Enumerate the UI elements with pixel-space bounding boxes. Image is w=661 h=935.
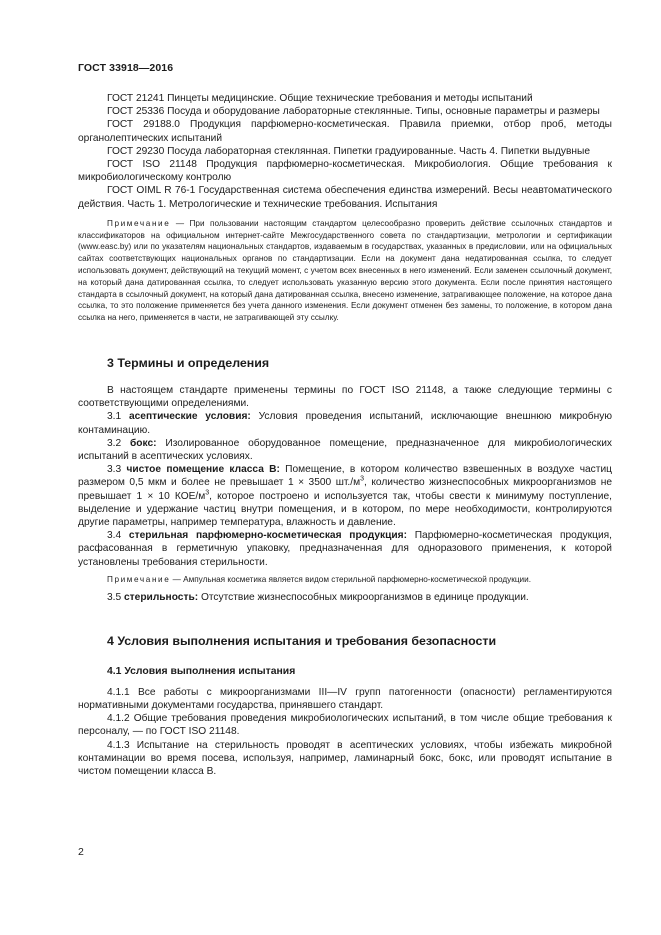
page-number: 2 <box>78 846 84 858</box>
note-label: Примечание <box>107 574 171 584</box>
term-definition: Помещение, в котором количество взвешенных в воздухе частиц размером 0,5 мкм и более не превышает 1 × 3500 шт./м <box>78 464 612 489</box>
term-3-3 <box>78 463 612 529</box>
reference-item: ГОСТ 29230 Посуда лабораторная стеклянная. Пипетки градуированные. Часть 4. Пипетки выдувные <box>107 145 591 157</box>
term-name: стерильная парфюмерно-косметическая продукция: <box>128 530 407 542</box>
term-number: 3.3 <box>107 464 122 476</box>
term-definition: , количество жизнеспособных микроорганизмов не превышает 1 × 10 КОЕ/м <box>78 477 612 502</box>
reference-item: ГОСТ 21241 Пинцеты медицинские. Общие технические требования и методы испытаний <box>107 93 533 104</box>
note-text: — При пользовании настоящим стандартом целесообразно проверить действие ссылочных стандартов и классификаторов на официальном интернет-сайте Межгосударственного совета по стандартизации, метрологии и сертификации (www.easc.by) или по указателям национальных стандартов, издаваемым в государствах, указанных в предисловии, или на официальных сайтах соответствующих национальных органов по стандартизации. Если на документ дана недатированная ссылка, то следует использовать документ, действующий на текущий момент, с учетом всех внесенных в него изменений. Если заменен ссылочный документ, на который дана датированная ссылка, то следует использовать указанную версию этого документа. Если после принятия настоящего стандарта в ссылочный документ, на который дана датированная ссылка, внесено изменение, затрагивающее положение, на которое дана ссылка, то это положение применяется без учета данного изменения. Если документ отменен без замены, то положение, в котором дана ссылка на него, применяется в части, не затрагивающей эту ссылку. <box>78 218 612 323</box>
reference-item: ГОСТ ISO 21148 Продукция парфюмерно-косметическая. Микробиология. Общие требования к микробиологическому контролю <box>78 159 612 184</box>
page-content <box>78 90 612 778</box>
section-3-title: 3 Термины и определения <box>107 356 270 370</box>
term-definition: Изолированное оборудованное помещение, предназначенное для микробиологических испытаний в асептических условиях. <box>78 437 612 463</box>
term-name: стерильность: <box>124 591 199 603</box>
term-definition: Условия проведения испытаний, исключающие внешнюю микробную контаминацию. <box>78 411 613 436</box>
normative-references-list <box>78 92 612 211</box>
note-label: Примечание <box>107 218 171 228</box>
paragraph-4-1-3: 4.1.3 Испытание на стерильность проводят в асептических условиях, чтобы избежать микробной контаминации во время посева, используя, например, ламинарный бокс, бокс, или проводят испытание в чистом помещении класса В. <box>78 739 612 778</box>
references-note <box>78 218 612 324</box>
term-note <box>78 574 612 586</box>
section-4-title: 4 Условия выполнения испытания и требования безопасности <box>107 633 497 648</box>
note-text: — Ампульная косметика является видом стерильной парфюмерно-косметической продукции. <box>170 574 531 584</box>
standard-code-header: ГОСТ 33918—2016 <box>78 62 174 74</box>
term-3-2 <box>78 437 612 463</box>
reference-item: ГОСТ 25336 Посуда и оборудование лабораторные стеклянные. Типы, основные параметры и размеры <box>107 106 600 118</box>
reference-item: ГОСТ 29188.0 Продукция парфюмерно-косметическая. Правила приемки, отбор проб, методы органолептических испытаний <box>78 119 612 144</box>
term-number: 3.1 <box>107 411 122 423</box>
term-definition: Парфюмерно-косметическая продукция, расфасованная в герметичную упаковку, предназначенная для одноразового применения, к которой установлены требования стерильности. <box>78 530 612 568</box>
term-number: 3.5 <box>107 591 122 603</box>
term-name: чистое помещение класса В: <box>126 464 280 476</box>
term-name: асептические условия: <box>128 411 251 423</box>
term-number: 3.2 <box>107 437 122 449</box>
term-definition: Отсутствие жизнеспособных микроорганизмов в единице продукции. <box>198 591 529 603</box>
term-3-4 <box>78 529 612 569</box>
superscript: 3 <box>360 476 364 484</box>
reference-item: ГОСТ OIML R 76-1 Государственная система обеспечения единства измерений. Весы неавтоматического действия. Часть 1. Метрологические и технические требования. Испытания <box>78 185 612 210</box>
term-definition: , которое построено и используется так, чтобы свести к минимуму поступление, выделение и удержание частиц внутри помещения, и в котором, по мере необходимости, контролируются другие параметры, например температура, влажность и давление. <box>78 490 612 529</box>
subsection-4-1-title: 4.1 Условия выполнения испытания <box>107 665 296 677</box>
superscript: 3 <box>205 489 210 497</box>
section-3-intro: В настоящем стандарте применены термины по ГОСТ ISO 21148, а также следующие термины с соответствующими определениями. <box>78 385 612 410</box>
term-3-1 <box>78 410 612 436</box>
term-3-5 <box>78 591 612 604</box>
paragraph-4-1-2: 4.1.2 Общие требования проведения микробиологических испытаний, в том числе общие требования к персоналу, — по ГОСТ ISO 21148. <box>78 713 612 738</box>
paragraph-4-1-1: 4.1.1 Все работы с микроорганизмами III—IV групп патогенности (опасности) регламентируются нормативными документами государства, принявшего стандарт. <box>78 686 612 712</box>
term-number: 3.4 <box>107 530 122 542</box>
term-name: бокс: <box>130 437 157 449</box>
